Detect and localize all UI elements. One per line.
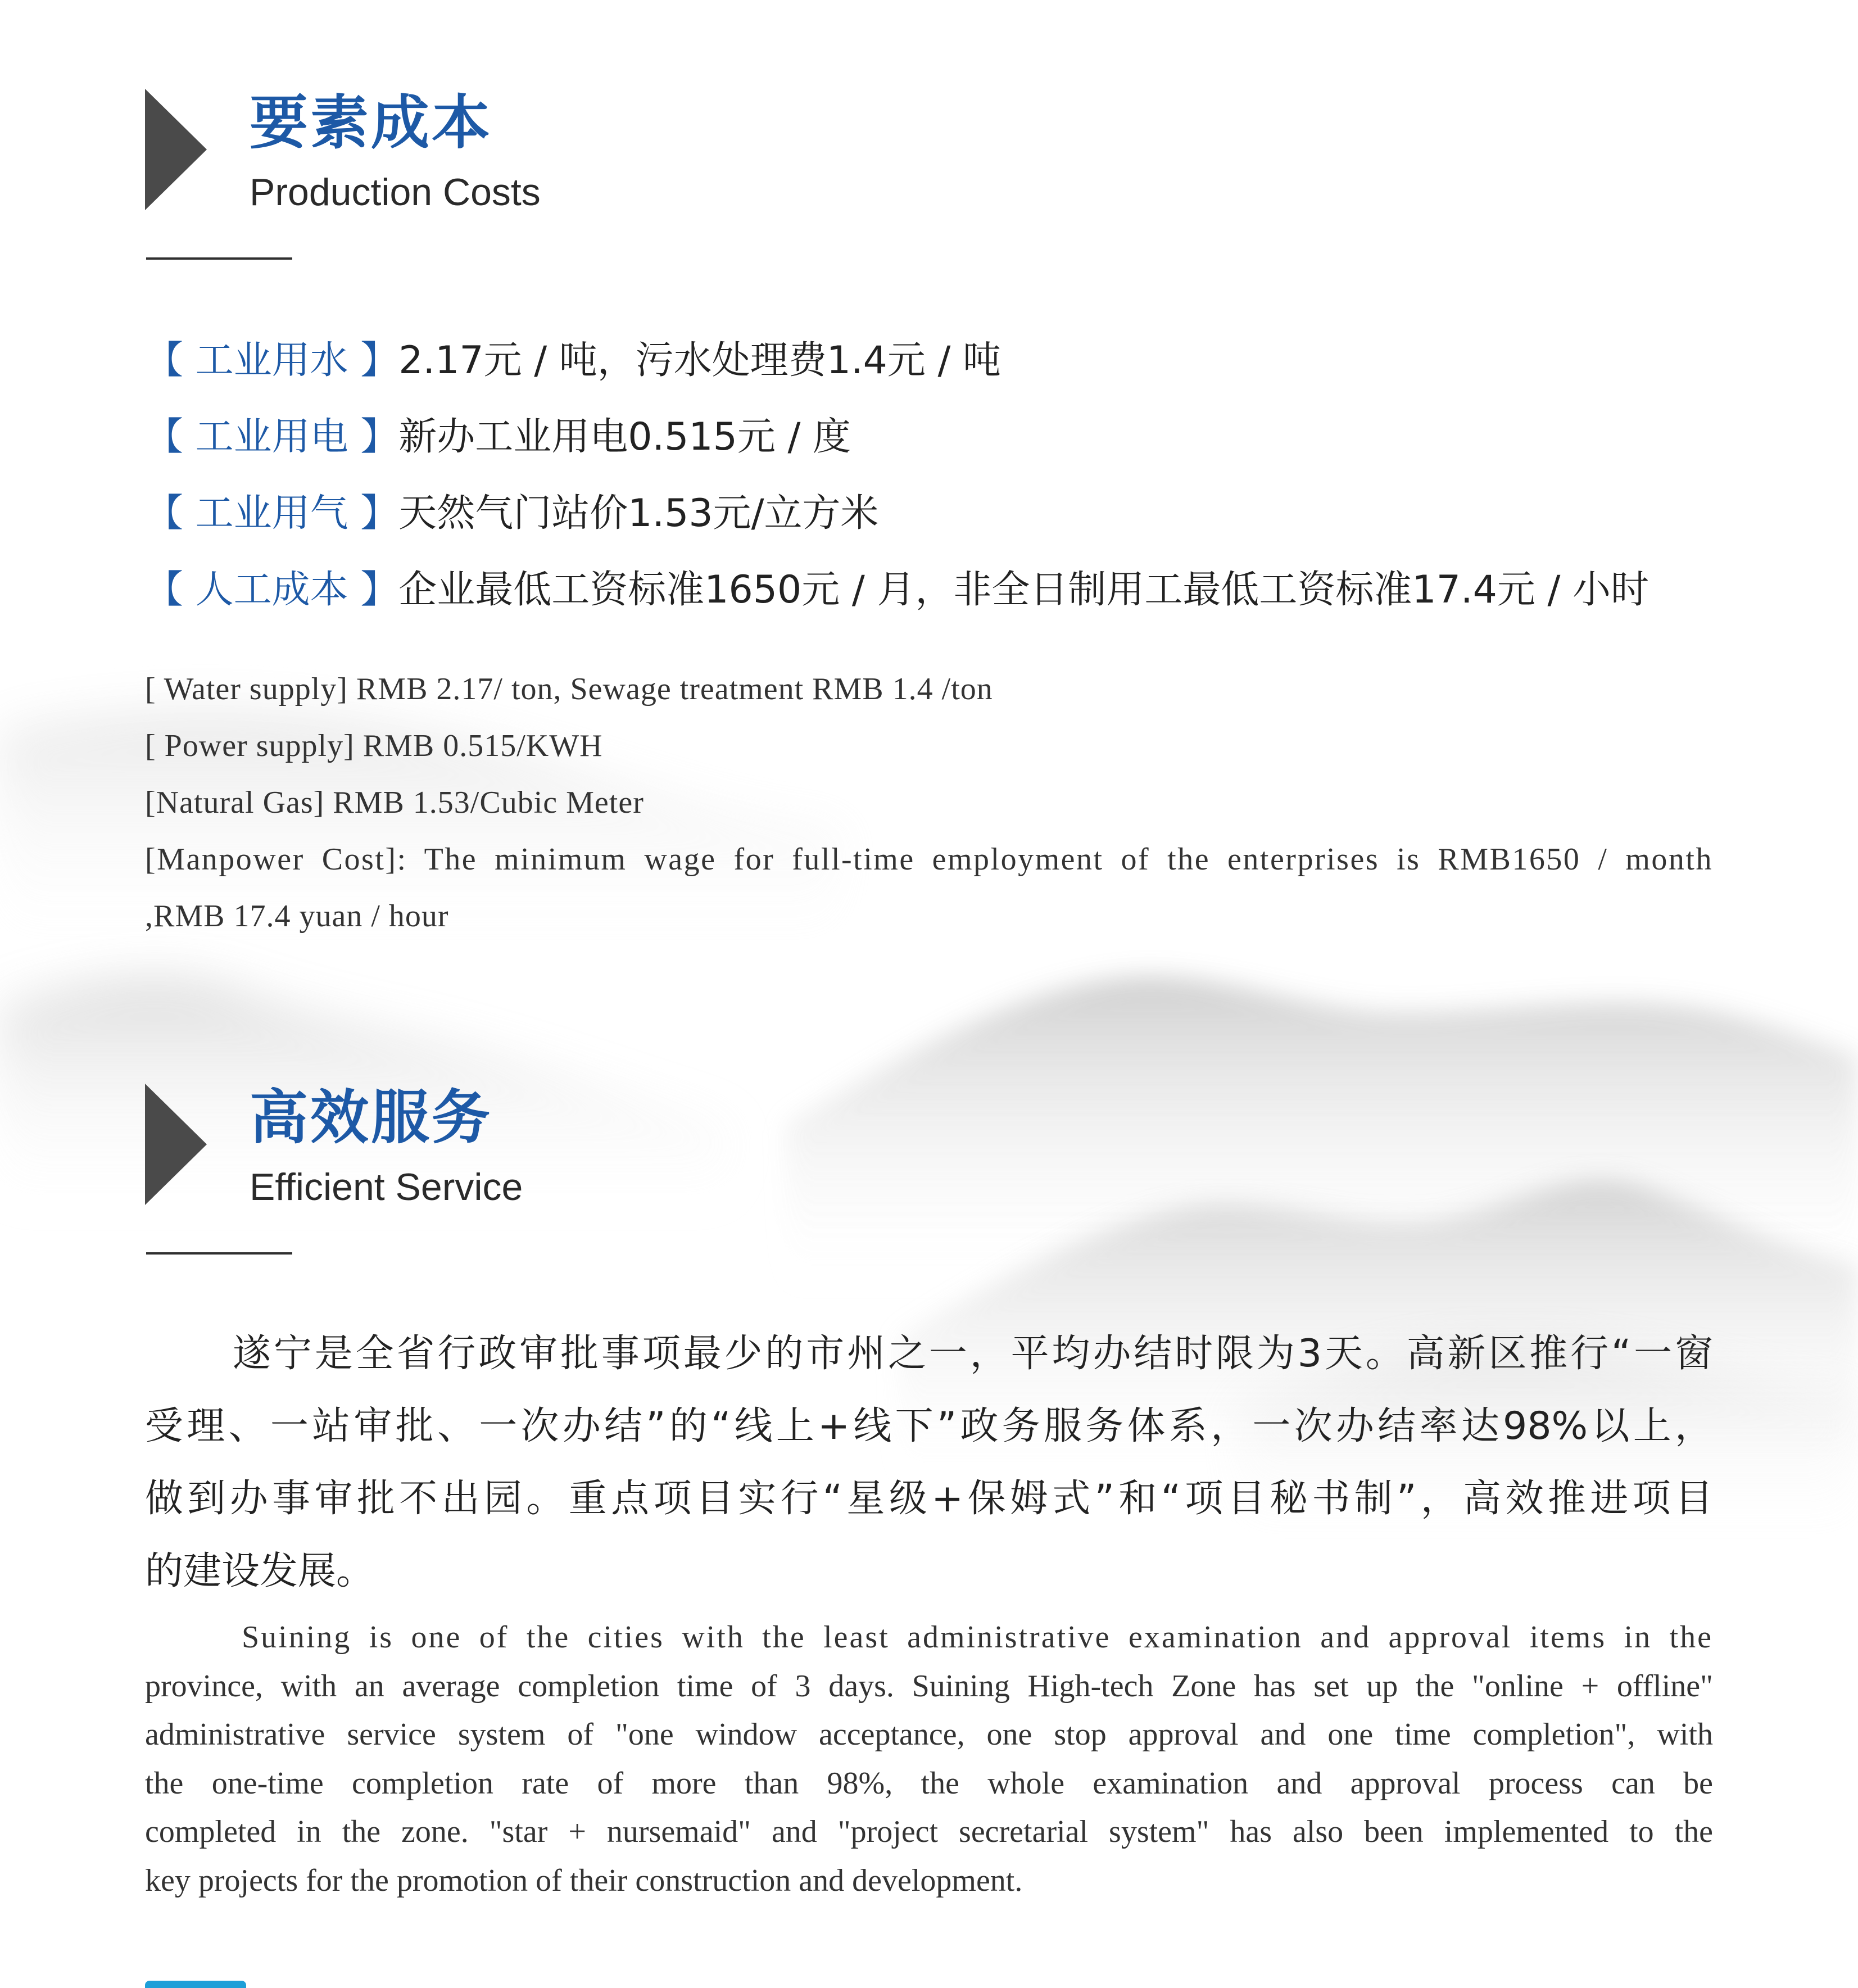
service-paragraph-en [145,1613,1713,1905]
cost-label: 【 人工成本 】 [145,568,399,612]
cost-en-line: [ Water supply] RMB 2.17/ ton, Sewage treatment RMB 1.4 /ton [145,672,993,707]
cost-en-line: [Manpower Cost]: The minimum wage for full-time employment of the enterprises is RMB1650 / month [145,842,1713,877]
cost-list [145,335,1719,641]
cost-list-english [145,661,1713,945]
section-title-en: Efficient Service [250,1166,523,1208]
paragraph-line: Suining is one of the cities with the least administrative examination and approval items in the [242,1620,1713,1655]
section-title-en: Production Costs [250,171,541,214]
paragraph-line: key projects for the promotion of their construction and development. [145,1863,1023,1898]
paragraph-line: administrative service system of "one window acceptance, one stop approval and one time completion", with [145,1717,1713,1752]
cost-label: 【 工业用电 】 [145,415,399,459]
cost-value: 天然气门站价1.53元/立方米 [398,491,879,536]
section-header-efficient-service [145,1084,1044,1275]
section-header-production-costs [145,89,1044,280]
cost-item-water [145,335,1719,411]
section-underline [146,1252,292,1255]
section-title-cn: 高效服务 [250,1083,493,1152]
cost-en-line: [ Power supply] RMB 0.515/KWH [145,728,603,763]
paragraph-line: 做到办事审批不出园。重点项目实行“星级+保姆式”和“项目秘书制”，高效推进项目 [145,1477,1713,1521]
paragraph-line: completed in the zone. "star + nursemaid" and "project secretarial system" has also been implemented to the [145,1814,1713,1849]
section-underline [146,257,292,260]
play-arrow-icon [145,1084,207,1205]
paragraph-line: 遂宁是全省行政审批事项最少的市州之一，平均办结时限为3天。高新区推行“一窗 [233,1332,1713,1376]
cost-value: 企业最低工资标准1650元 / 月，非全日制用工最低工资标准17.4元 / 小时 [398,568,1649,612]
next-section-marker [145,1981,246,1988]
section-title-cn: 要素成本 [250,88,493,157]
cost-value: 2.17元 / 吨，污水处理费1.4元 / 吨 [398,338,1001,383]
cost-label: 【 工业用气 】 [145,491,399,536]
cost-item-electricity [145,411,1719,488]
paragraph-line: province, with an average completion time of 3 days. Suining High-tech Zone has set up the "online + offline" [145,1668,1713,1704]
cost-label: 【 工业用水 】 [145,338,399,383]
play-arrow-icon [145,89,207,210]
service-paragraph-cn [145,1317,1713,1607]
paragraph-line: 的建设发展。 [145,1549,375,1593]
cost-value: 新办工业用电0.515元 / 度 [398,415,851,459]
paragraph-line: the one-time completion rate of more than 98%, the whole examination and approval process can be [145,1765,1713,1801]
cost-en-line: [Natural Gas] RMB 1.53/Cubic Meter [145,785,644,820]
cost-item-labor [145,564,1719,641]
paragraph-line: 受理、一站审批、一次办结”的“线上+线下”政务服务体系，一次办结率达98%以上， [145,1404,1713,1448]
cost-en-line: ,RMB 17.4 yuan / hour [145,899,449,934]
cost-item-gas [145,488,1719,564]
